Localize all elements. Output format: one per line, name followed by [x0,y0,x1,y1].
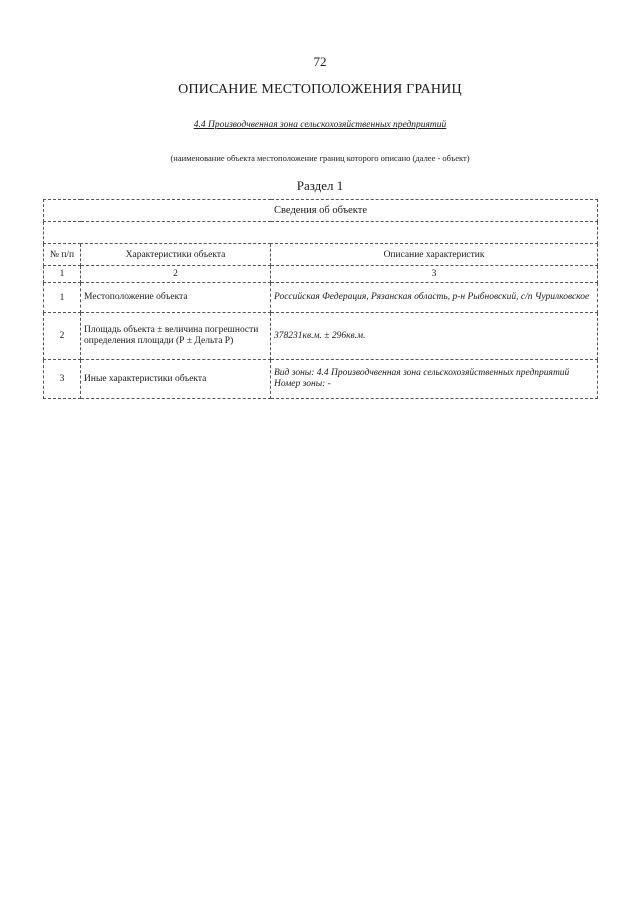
column-header-characteristic: Характеристики объекта [81,244,271,266]
column-number-2: 2 [81,266,271,283]
section-title: Раздел 1 [296,178,344,193]
zone-number-line: Номер зоны: - [274,379,331,389]
column-number-row [44,266,598,283]
table-header: Сведения об объекте [44,200,598,222]
row-characteristic: Площадь объекта ± величина погрешности определения площади (Р ± Дельта Р) [81,313,271,360]
row-description: 378231кв.м. ± 296кв.м. [271,313,598,360]
row-characteristic: Местоположение объекта [81,283,271,313]
row-number: 2 [44,313,81,360]
column-header-row [44,244,598,266]
table-row [44,313,598,360]
row-description: Российская Федерация, Рязанская область, р-н Рыбновский, с/п Чурилковское [271,283,598,313]
column-number-3: 3 [271,266,598,283]
column-header-num: № п/п [44,244,81,266]
column-number-1: 1 [44,266,81,283]
zone-caption: (наименование объекта местоположение границ которого описано (далее - объект) [170,153,470,163]
document-title: ОПИСАНИЕ МЕСТОПОЛОЖЕНИЯ ГРАНИЦ [178,82,462,97]
blank-cell [44,222,598,244]
table-header-row [44,200,598,222]
row-number: 1 [44,283,81,313]
zone-name [0,120,640,130]
table-row [44,360,598,399]
row-characteristic: Иные характеристики объекта [81,360,271,399]
row-number: 3 [44,360,81,399]
row-description [271,360,598,399]
zone-type-line: Вид зоны: 4.4 Производчвенная зона сельскохозяйственных предприятий [274,368,570,379]
page-number: 72 [313,54,327,69]
table-blank-row [44,222,598,244]
column-header-description: Описание характеристик [271,244,598,266]
zone-name-text: 4.4 Производчвенная зона сельскохозяйственных предприятий [193,120,447,130]
object-info-table [43,199,598,399]
table-row [44,283,598,313]
